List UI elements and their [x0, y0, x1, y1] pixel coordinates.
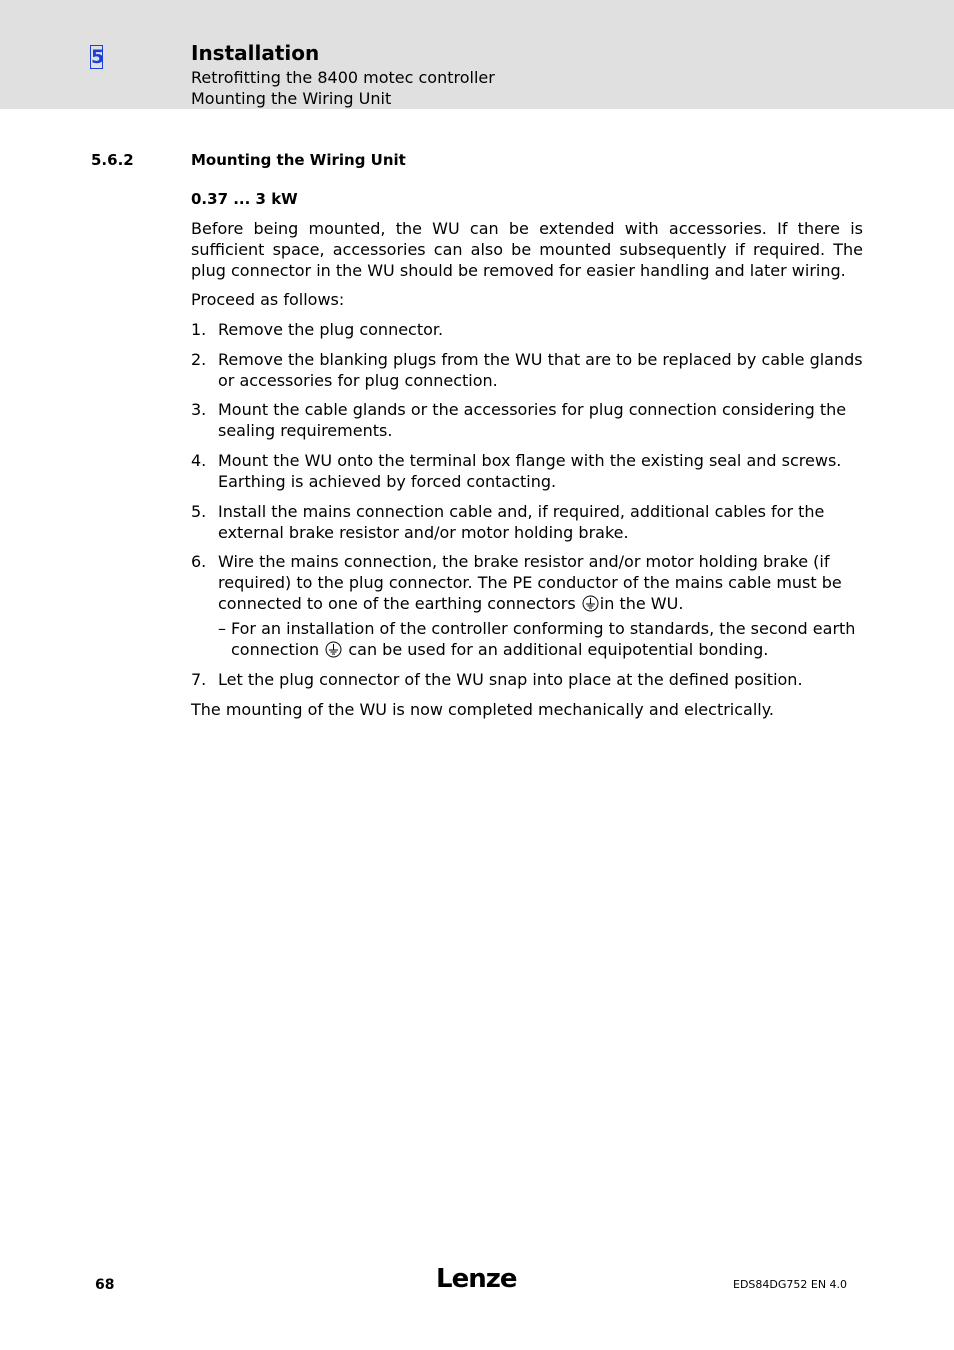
step-text-part: Wire the mains connection, the brake resistor and/or motor holding brake (if required) to the plug connector. The PE conductor of the mains cable must be connected to one of the earthing connectors: [218, 552, 842, 613]
chapter-number-box: 5: [91, 46, 105, 68]
step-text: Install the mains connection cable and, if required, additional cables for the external brake resistor and/or motor holding brake.: [218, 502, 825, 542]
header-subtitle-2: Mounting the Wiring Unit: [191, 89, 392, 108]
step-text: Mount the cable glands or the accessories for plug connection considering the sealing requirements.: [218, 400, 847, 440]
step-number: 6.: [191, 552, 207, 571]
step-text: Mount the WU onto the terminal box flange with the existing seal and screws. Earthing is achieved by forced contacting.: [218, 451, 842, 491]
step-number: 7.: [191, 670, 207, 689]
dash-mark: –: [218, 619, 226, 638]
step-number: 3.: [191, 400, 207, 419]
lenze-logo: Lenze: [436, 1264, 517, 1294]
step-text: Remove the plug connector.: [218, 320, 444, 339]
section-title: Mounting the Wiring Unit: [191, 151, 406, 169]
dash-text-part: can be used for an additional equipotential bonding.: [343, 640, 769, 659]
dash-text-part: For an installation of the controller conforming to standards, the second earth connection: [231, 619, 856, 659]
page-number: 68: [95, 1277, 115, 1293]
step-text: Remove the blanking plugs from the WU that are to be replaced by cable glands or accessories for plug connection.: [218, 350, 863, 390]
document-id: EDS84DG752 EN 4.0: [733, 1278, 848, 1291]
header-subtitle-1: Retrofitting the 8400 motec controller: [191, 68, 495, 87]
proceed-text: Proceed as follows:: [191, 290, 345, 309]
step-number: 2.: [191, 350, 207, 369]
dash-text: [231, 618, 863, 660]
power-range-heading: 0.37 ... 3 kW: [191, 190, 298, 208]
conclusion-paragraph: The mounting of the WU is now completed mechanically and electrically.: [191, 700, 774, 719]
step-number: 4.: [191, 451, 207, 470]
step-text-part: in the WU.: [599, 594, 684, 613]
step-text: Let the plug connector of the WU snap into place at the defined position.: [218, 670, 803, 689]
intro-paragraph: Before being mounted, the WU can be extended with accessories. If there is sufficient space, accessories can also be mounted subsequently if required. The plug connector in the WU should be removed for easier handling and later wiring.: [191, 219, 863, 280]
step-number: 1.: [191, 320, 207, 339]
earth-ground-icon: [325, 641, 342, 658]
section-number: 5.6.2: [91, 151, 134, 169]
step-text: [218, 551, 863, 614]
step-number: 5.: [191, 502, 207, 521]
chapter-title: Installation: [191, 41, 320, 65]
header-band: [0, 0, 954, 109]
earth-ground-icon: [582, 595, 599, 612]
